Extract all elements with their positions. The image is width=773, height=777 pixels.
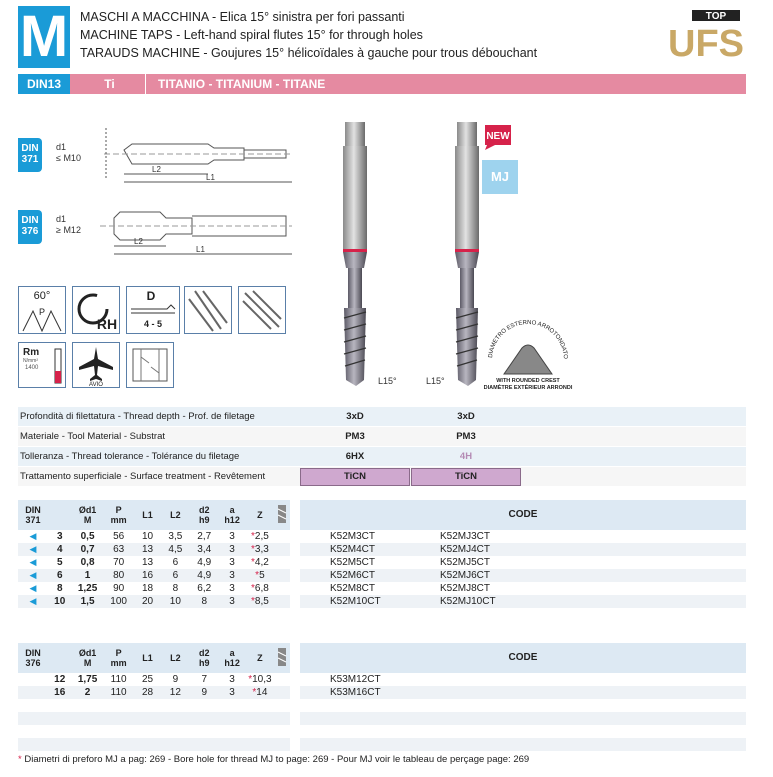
tap-1-angle: L15°	[378, 376, 397, 386]
code-row: K52M8CT K52MJ8CT	[300, 582, 746, 595]
svg-text:L2: L2	[152, 165, 161, 174]
svg-text:Rm: Rm	[23, 347, 40, 358]
din-header: DIN 376	[18, 643, 48, 673]
code-table-din371	[300, 500, 746, 608]
properties-table	[18, 407, 746, 487]
footnote-text: Diametri di preforo MJ a pag: 269 - Bore hole for thread MJ to page: 269 - Pour MJ voir le tableau de perçage page: 269	[24, 754, 530, 765]
svg-text:RH: RH	[96, 316, 118, 332]
svg-text:D: D	[146, 289, 156, 303]
din-header: DIN 371	[18, 500, 48, 530]
dimensions-table-din371: DIN 371 Ød1 M P mm L1 L2 d2 h9 a h12 Z ◀ 3 0,5 56 10 3,5 2,7 3 *2,5 ◀ 4 0,7 63 13 4,5 3,4 3 *3,3 ◀ 5 0,8 70 13 6 4,9 3 *4,2 ◀ 6 1 80 16 6 4,9 3 *5 ◀ 8 1,25 90 18 8 6,2 3 *6,8 ◀ 10 1,5 100 20 10 8 3 *8,5	[18, 500, 290, 608]
property-row: Trattamento superficiale - Surface treatment - Revêtement TiCN TiCN	[18, 467, 746, 487]
thread-angle-icon	[18, 286, 66, 334]
tensile-strength-icon	[18, 342, 66, 388]
logo-main-text: UFS	[668, 23, 744, 62]
code-row: K52M4CT K52MJ4CT	[300, 543, 746, 556]
svg-text:L1: L1	[196, 245, 205, 254]
svg-text:P: P	[38, 307, 46, 317]
tap-image-standard	[320, 118, 390, 388]
code-row: K52M5CT K52MJ5CT	[300, 556, 746, 569]
din-371-badge: DIN 371	[18, 138, 42, 172]
svg-text:L2: L2	[134, 237, 143, 246]
category-letter: M	[19, 4, 69, 69]
footnote-star: *	[18, 754, 22, 765]
property-row: Profondità di filettatura - Thread depth - Prof. de filetage 3xD 3xD	[18, 407, 746, 427]
table-row: ◀ 8 1,25 90 18 8 6,2 3 *6,8	[18, 582, 290, 595]
property-row: Tolleranza - Thread tolerance - Tolérance du filetage 6HX 4H	[18, 447, 746, 467]
rounded-crest-diagram	[482, 318, 574, 398]
code-row: K53M12CT	[300, 673, 746, 686]
din-376-badge: DIN 376	[18, 210, 42, 244]
svg-text:NEW: NEW	[486, 131, 510, 142]
svg-text:N/mm²: N/mm²	[23, 358, 38, 364]
code-row: K52M3CT K52MJ3CT	[300, 530, 746, 543]
din-standard: DIN13	[18, 74, 70, 94]
material-name: TITANIO - TITANIUM - TITANE	[158, 77, 326, 91]
title-italian: MASCHI A MACCHINA - Elica 15° sinistra per fori passanti	[80, 10, 405, 24]
table-row: ◀ 6 1 80 16 6 4,9 3 *5	[18, 569, 290, 582]
ufs-logo	[664, 8, 748, 62]
drill-icon	[275, 500, 290, 530]
svg-text:WITH ROUNDED CREST: WITH ROUNDED CREST	[496, 378, 560, 384]
material-code: Ti	[74, 74, 146, 94]
code-table-din376	[300, 643, 746, 751]
code-row: K53M16CT	[300, 686, 746, 699]
code-row-empty	[300, 725, 746, 738]
tap-drawing-din376	[96, 194, 296, 260]
header-titles	[80, 8, 537, 62]
logo-top-text: TOP	[705, 11, 727, 22]
table-row: ◀ 3 0,5 56 10 3,5 2,7 3 *2,5	[18, 530, 290, 543]
table-row-empty	[18, 725, 290, 738]
drill-icon	[275, 643, 290, 673]
chamfer-icon	[126, 286, 180, 334]
table-row: ◀ 4 0,7 63 13 4,5 3,4 3 *3,3	[18, 543, 290, 556]
through-hole-icon	[238, 286, 286, 334]
svg-text:4 - 5: 4 - 5	[143, 319, 163, 329]
code-row-empty	[300, 738, 746, 751]
svg-text:DIAMETRO ESTERNO ARROTONDATO: DIAMETRO ESTERNO ARROTONDATO	[488, 319, 569, 360]
tap-2-angle: L15°	[426, 376, 445, 386]
footnote	[18, 754, 529, 765]
drawing-2-labels: d1 ≥ M12	[56, 214, 81, 235]
svg-text:L1: L1	[206, 173, 215, 182]
mj-badge: MJ	[482, 160, 518, 194]
table-row: 12 1,75 110 25 9 7 3 *10,3	[18, 673, 290, 686]
code-row: K52M6CT K52MJ6CT	[300, 569, 746, 582]
code-row-empty	[300, 699, 746, 712]
table-row-empty	[18, 738, 290, 751]
table-row: ◀ 5 0,8 70 13 6 4,9 3 *4,2	[18, 556, 290, 569]
code-header: CODE	[300, 500, 746, 530]
new-badge	[481, 123, 515, 151]
svg-text:AVIO: AVIO	[89, 382, 103, 387]
table-row-empty	[18, 699, 290, 712]
svg-text:60°: 60°	[33, 290, 51, 302]
code-row: K52M10CT K52MJ10CT	[300, 595, 746, 608]
spiral-flute-icon	[184, 286, 232, 334]
table-row: ◀ 10 1,5 100 20 10 8 3 *8,5	[18, 595, 290, 608]
drawing-1-labels: d1 ≤ M10	[56, 142, 81, 163]
code-header: CODE	[300, 643, 746, 673]
tap-drawing-din371	[96, 122, 296, 186]
svg-text:1400: 1400	[25, 365, 39, 371]
title-french: TARAUDS MACHINE - Goujures 15° hélicoïdales à gauche pour trous débouchant	[80, 46, 538, 60]
code-row-empty	[300, 712, 746, 725]
svg-text:DIAMÈTRE EXTÉRIEUR ARRONDI: DIAMÈTRE EXTÉRIEUR ARRONDI	[483, 385, 573, 391]
aerospace-icon	[72, 342, 120, 388]
title-english: MACHINE TAPS - Left-hand spiral flutes 15° for through holes	[80, 28, 423, 42]
right-hand-icon	[72, 286, 120, 334]
material-band	[18, 74, 746, 94]
table-row-empty	[18, 712, 290, 725]
dimensions-table-din376: DIN 376 Ød1 M P mm L1 L2 d2 h9 a h12 Z 12 1,75 110 25 9 7 3 *10,3 16 2 110 28 12 9 3 *14	[18, 643, 290, 751]
cutting-hole-icon	[126, 342, 174, 388]
table-row: 16 2 110 28 12 9 3 *14	[18, 686, 290, 699]
property-row: Materiale - Tool Material - Substrat PM3 PM3	[18, 427, 746, 447]
